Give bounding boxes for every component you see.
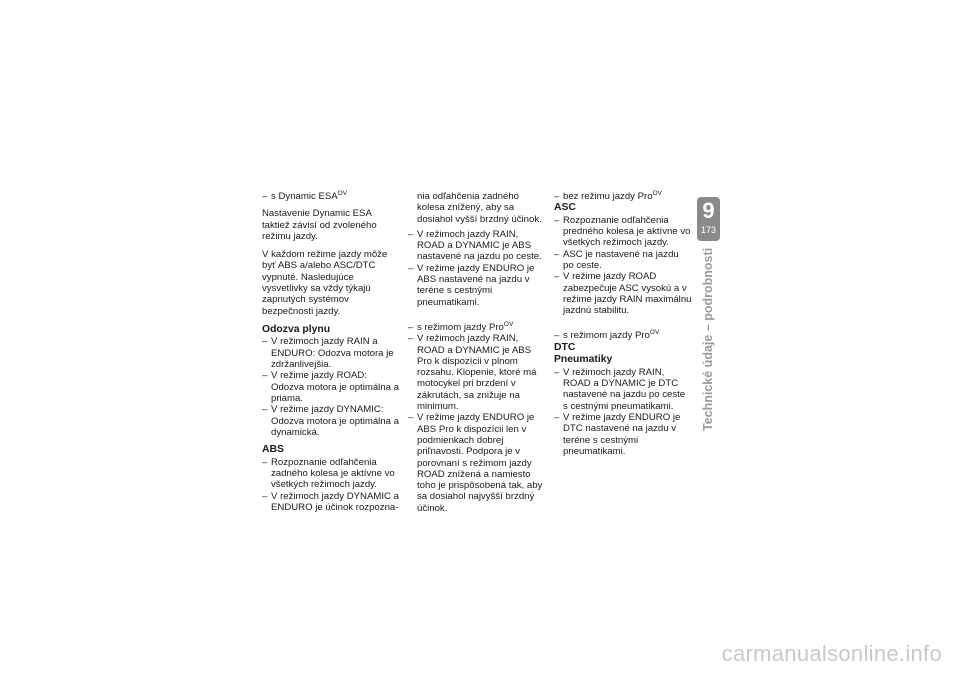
page-number: 173 xyxy=(700,225,717,235)
section-heading: Odozva plynu xyxy=(262,323,331,335)
list-item: – V režimoch jazdy DYNAMIC a ENDURO je účinok rozpozna- xyxy=(262,491,400,514)
section-heading: DTC xyxy=(554,341,576,353)
variant-list xyxy=(554,191,692,202)
bullet-list xyxy=(554,215,692,317)
list-item: – V režimoch jazdy RAIN, ROAD a DYNAMIC je ABS Pro k dispozícii v plnom rozsahu. Klopenie, ktoré má motocykel pri brzdení v zákrutách, sa znižuje na minimum. xyxy=(408,333,546,412)
column-3 xyxy=(554,191,692,463)
section-subheading: Pneumatiky xyxy=(554,354,613,366)
bullet-list xyxy=(262,457,400,513)
list-item: – V režime jazdy ENDURO je ABS Pro k dispozícii len v podmienkach dobrej priľnavosti. Podpora je v porovnaní s režimom jazdy ROAD znížená a namiesto toho je prispôsobená tak, aby sa dosiahol najvyšší brzdný účinok. xyxy=(408,412,546,514)
section-heading: ABS xyxy=(262,444,284,456)
column-1 xyxy=(262,191,400,519)
bullet-list xyxy=(408,333,546,514)
variant-list xyxy=(262,191,400,202)
list-item: – V režimoch jazdy RAIN, ROAD a DYNAMIC je ABS nastavené na jazdu po ceste. xyxy=(408,229,546,263)
paragraph: Nastavenie Dynamic ESA taktiež závisí od zvoleného režimu jazdy. xyxy=(262,208,377,242)
paragraph: V každom režime jazdy môže byť ABS a/alebo ASC/DTC vypnuté. Nasledujúce vysvetlivky sa vždy týkajú zapnutých systémov bezpečnosti jazdy. xyxy=(262,249,388,317)
option-mark: OV xyxy=(649,329,660,337)
list-item: – Rozpoznanie odľahčenia zadného kolesa je aktívne vo všetkých režimoch jazdy. xyxy=(262,457,400,491)
bullet-list xyxy=(408,229,546,308)
list-item: – s režimom jazdy Pro$^{OV}$ xyxy=(554,330,692,341)
section-side-title: Technické údaje – podrobnosti xyxy=(701,248,715,432)
chapter-number: 9 xyxy=(702,198,715,223)
chapter-tab xyxy=(697,197,720,241)
bullet-list xyxy=(554,367,692,457)
list-item: – V režime jazdy ROAD: Odozva motora je optimálna a priama. xyxy=(262,370,400,404)
column-2 xyxy=(408,191,546,520)
list-item: – V režimoch jazdy RAIN a ENDURO: Odozva motora je zdržanlivejšia. xyxy=(262,336,400,370)
section-heading: ASC xyxy=(554,202,576,214)
variant-list xyxy=(408,322,546,333)
list-item: – ASC je nastavené na jazdu po ceste. xyxy=(554,249,692,272)
list-item: – Rozpoznanie odľahčenia predného kolesa je aktívne vo všetkých režimoch jazdy. xyxy=(554,215,692,249)
watermark: carmanualsonline.info xyxy=(721,641,942,666)
option-mark: OV xyxy=(652,190,662,197)
list-item: – V režimoch jazdy RAIN, ROAD a DYNAMIC je DTC nastavené na jazdu po ceste s cestnými pneumatikami. xyxy=(554,367,692,412)
list-item: – V režime jazdy DYNAMIC: Odozva motora je optimálna a dynamická. xyxy=(262,404,400,438)
list-item: – s režimom jazdy Pro$^{OV}$ xyxy=(408,322,546,333)
list-item: – V režime jazdy ENDURO je ABS nastavené na jazdu v teréne s cestnými pneumatikami. xyxy=(408,263,546,308)
list-item: – V režime jazdy ROAD zabezpečuje ASC vysokú a v režime jazdy RAIN maximálnu jazdnú stabilitu. xyxy=(554,271,692,316)
bullet-list xyxy=(262,336,400,438)
option-mark: OV xyxy=(337,190,348,197)
paragraph: nia odľahčenia zadného kolesa znížený, aby sa dosiahol vyšší brzdný účinok. xyxy=(417,191,542,225)
list-item: – s Dynamic $ESA^{OV}$ xyxy=(262,191,400,202)
list-item: – bez režimu jazdy Pro$^{OV}$ xyxy=(554,191,692,202)
list-item: – V režime jazdy ENDURO je DTC nastavené na jazdu v teréne s cestnými pneumatikami. xyxy=(554,412,692,457)
option-mark: OV xyxy=(503,320,514,328)
variant-list xyxy=(554,330,692,341)
